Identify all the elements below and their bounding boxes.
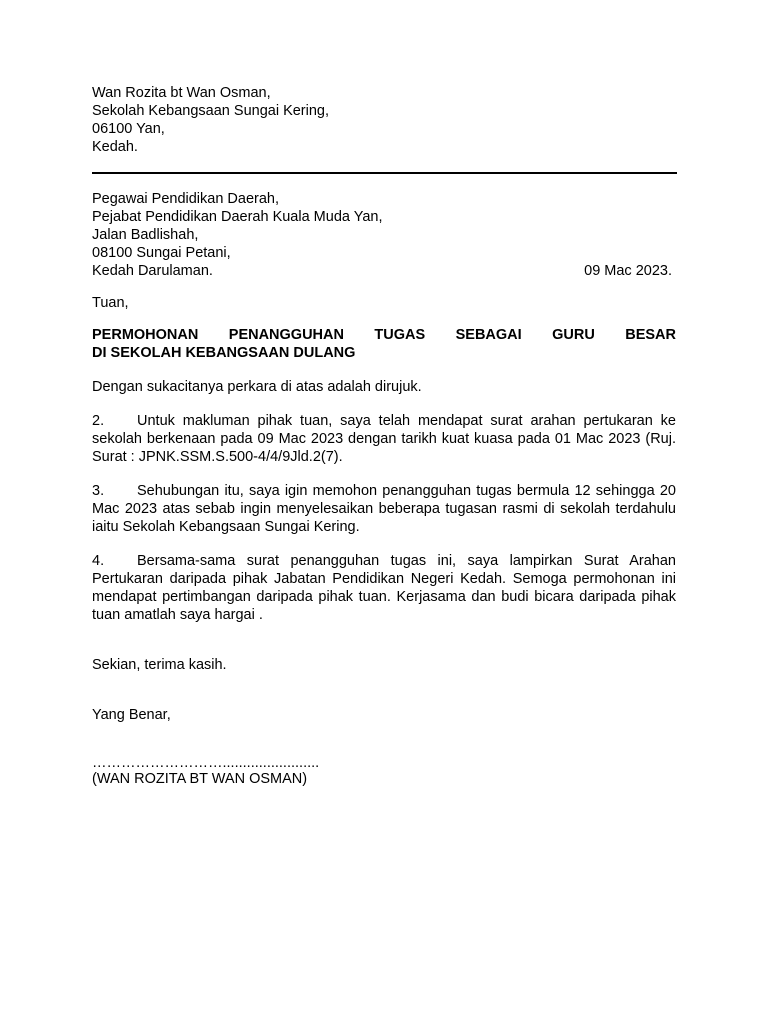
subject-line-2: DI SEKOLAH KEBANGSAAN DULANG	[92, 345, 356, 361]
letter	[92, 84, 676, 788]
paragraph-3	[92, 482, 676, 536]
paragraph-2-number: 2.	[92, 413, 105, 429]
paragraph-4-number: 4.	[92, 553, 105, 569]
recipient-state-row	[92, 262, 676, 280]
sender-state: Kedah.	[92, 139, 138, 155]
paragraph-3-number: 3.	[92, 483, 105, 499]
recipient-postcode: 08100 Sungai Petani,	[92, 245, 231, 261]
sender-address	[92, 84, 676, 156]
paragraph-2	[92, 412, 676, 466]
sender-school: Sekolah Kebangsaan Sungai Kering,	[92, 103, 330, 119]
recipient-title: Pegawai Pendidikan Daerah,	[92, 191, 280, 207]
recipient-address	[92, 190, 676, 280]
recipient-street: Jalan Badlishah,	[92, 227, 199, 243]
sender-postcode: 06100 Yan,	[92, 121, 165, 137]
letter-date: 09 Mac 2023.	[584, 263, 672, 279]
paragraph-2-text: Untuk makluman pihak tuan, saya telah mendapat surat arahan pertukaran ke sekolah berkenaan pada 09 Mac 2023 dengan tarikh kuat kuasa pada 01 Mac 2023 (Ruj. Surat : JPNK.SSM.S.500-4/4/9Jld.2(7).	[92, 413, 676, 465]
closing-yours: Yang Benar,	[92, 707, 171, 723]
intro-paragraph: Dengan sukacitanya perkara di atas adalah dirujuk.	[92, 379, 422, 395]
paragraph-4-text: Bersama-sama surat penangguhan tugas ini, saya lampirkan Surat Arahan Pertukaran daripada pihak Jabatan Pendidikan Negeri Kedah. Semoga permohonan ini mendapat pertimbangan daripada pihak tuan. Kerjasama dan budi bicara daripada pihak tuan amatlah saya hargai .	[92, 553, 676, 623]
subject-line-1: PERMOHONAN PENANGGUHAN TUGAS SEBAGAI GURU BESAR	[92, 327, 676, 343]
signature-line: ………………………........................	[92, 755, 320, 771]
paragraph-4	[92, 552, 676, 624]
recipient-office: Pejabat Pendidikan Daerah Kuala Muda Yan,	[92, 209, 383, 225]
sender-name: Wan Rozita bt Wan Osman,	[92, 85, 271, 101]
subject-heading	[92, 326, 676, 362]
recipient-state: Kedah Darulaman.	[92, 263, 213, 279]
salutation: Tuan,	[92, 295, 129, 311]
signatory-name: (WAN ROZITA BT WAN OSMAN)	[92, 771, 308, 787]
closing-thanks: Sekian, terima kasih.	[92, 657, 227, 673]
paragraph-3-text: Sehubungan itu, saya igin memohon penangguhan tugas bermula 12 sehingga 20 Mac 2023 atas sebab ingin menyelesaikan beberapa tugasan rasmi di sekolah terdahulu iaitu Sekolah Kebangsaan Sungai Kering.	[92, 483, 676, 535]
